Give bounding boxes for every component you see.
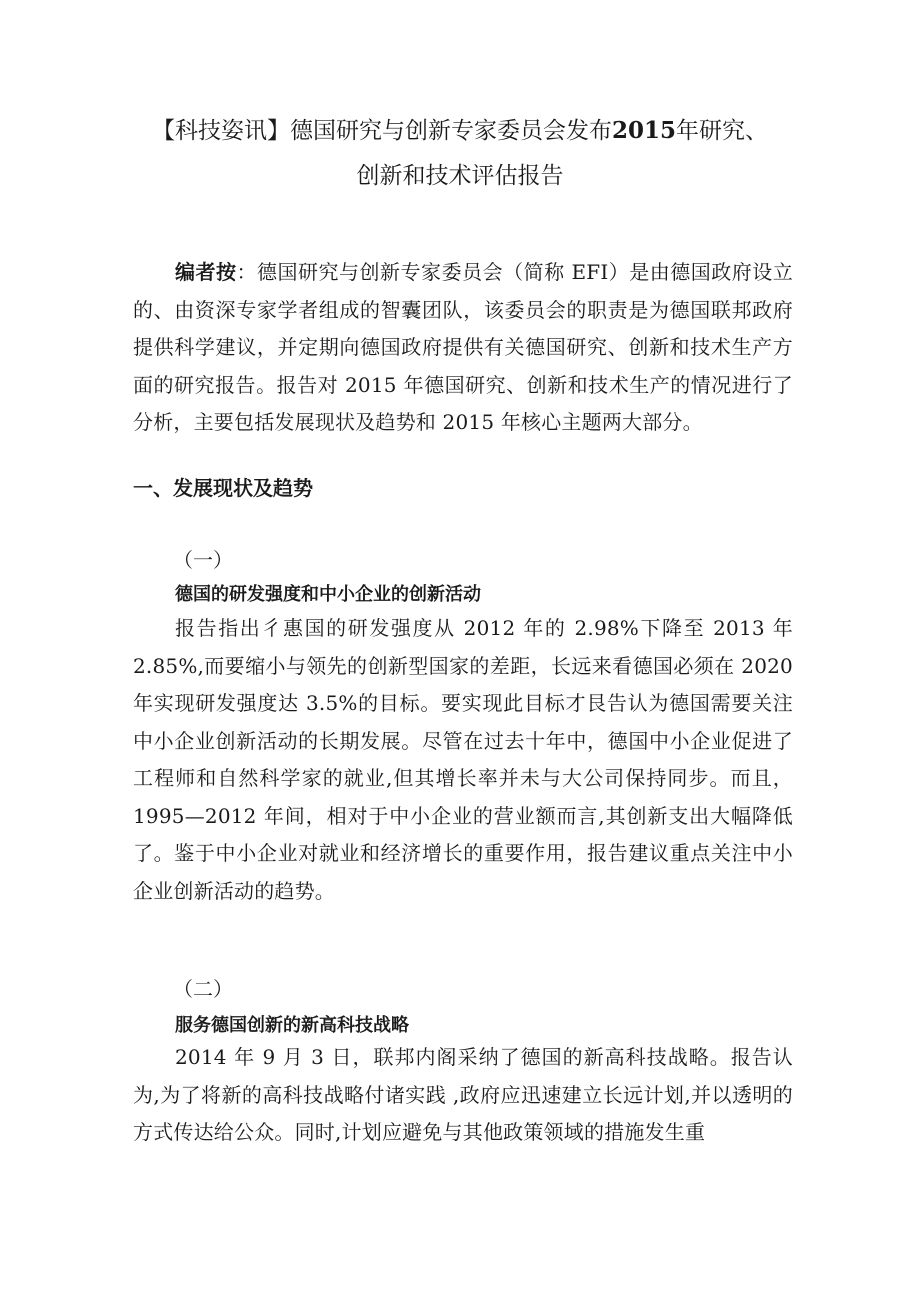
subsection-paragraph-1: 报告指出彳惠国的研发强度从 2012 年的 2.98%下降至 2013 年 2.85%,而要缩小与领先的创新型国家的差距，长远来看德国必须在 2020 年实现研发强度达 3.5%的目标。要实现此目标才艮告认为德国需要关注中小企业创新活动的长期发展。尽管在过去十年中，德国中小企业促进了工程师和自然科学家的就业,但其增长率并未与大公司保持同步。而且，1995—2012 年间，相对于中小企业的营业额而言,其创新支出大幅降低了。鉴于中小企业对就业和经济增长的重要作用，报告建议重点关注中小企业创新活动的趋势。 <box>133 616 793 903</box>
editor-note-text: ：德国研究与创新专家委员会（简称 EFI）是由德国政府设立的、由资深专家学者组成的智囊团队，该委员会的职责是为德国联邦政府提供科学建议，并定期向德国政府提供有关德国研究、创新和技术生产方面的研究报告。报告对 2015 年德国研究、创新和技术生产的情况进行了分析，主要包括发展现状及趋势和 2015 年核心主题两大部分。 <box>133 260 793 434</box>
title-suffix: 年研究、 <box>676 118 768 144</box>
editor-note-paragraph <box>133 254 793 442</box>
title-line-1 <box>120 108 800 154</box>
editor-note-label: 编者按 <box>175 260 237 284</box>
title-year: 2015 <box>611 117 676 144</box>
subsection-paragraph-2: 2014 年 9 月 3 日，联邦内阁采纳了德国的新高科技战略。报告认为,为了将新的高科技战略付诸实践 ,政府应迅速建立长远计划,并以透明的方式传达给公众。同时,计划应避免与其他政策领域的措施发生重 <box>133 1045 793 1144</box>
subsection-title-2: 服务德国创新的新高科技战略 <box>175 1015 409 1036</box>
title-line-2: 创新和技术评估报告 <box>356 163 564 189</box>
subsection-title-1: 德国的研发强度和中小企业的创新活动 <box>175 584 481 605</box>
subsection-number-1: （一） <box>173 548 233 572</box>
title-prefix: 【科技姿讯】德国研究与创新专家委员会发布 <box>151 118 612 144</box>
document-title <box>120 108 800 199</box>
section-heading-1: 一、发展现状及趋势 <box>133 476 313 500</box>
subsection-number-2: （二） <box>173 977 233 1001</box>
